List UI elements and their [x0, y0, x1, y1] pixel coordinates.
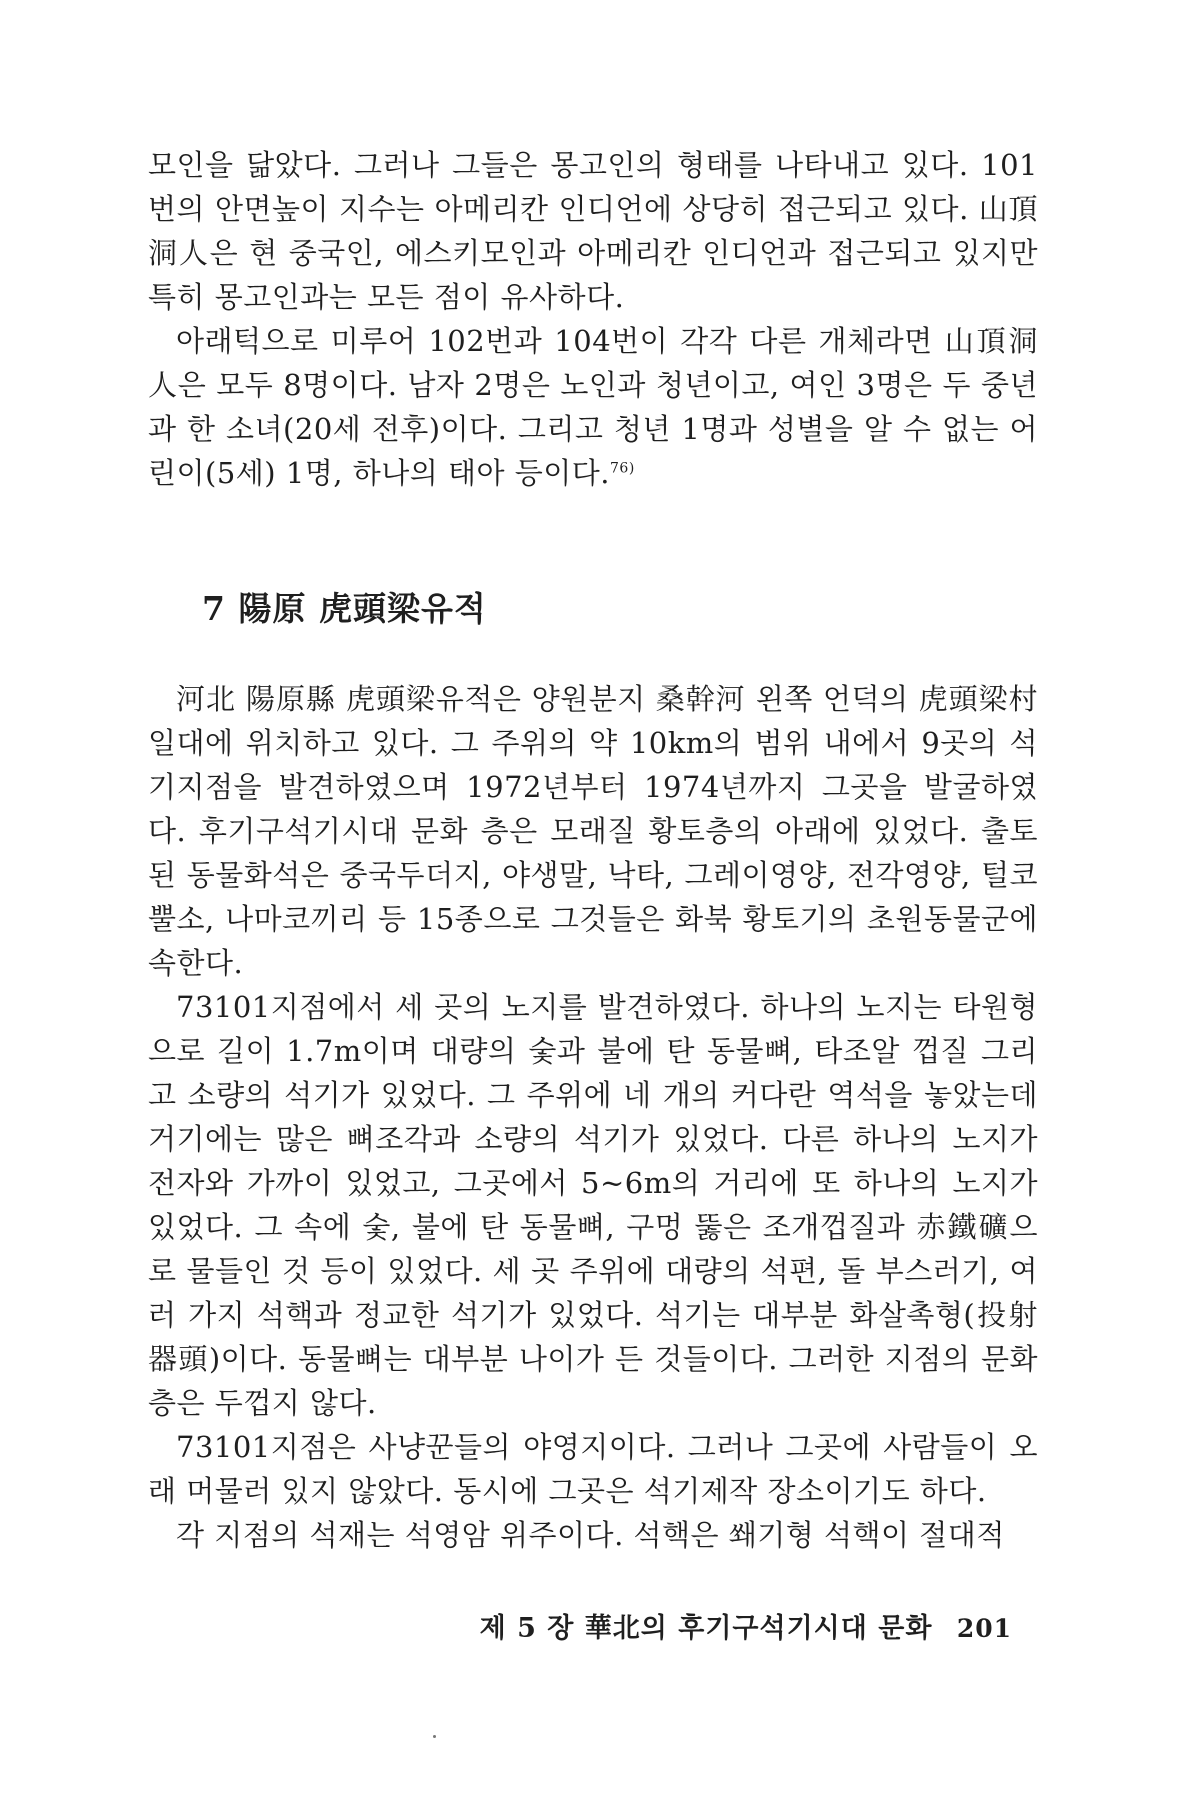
body-paragraph: 73101지점에서 세 곳의 노지를 발견하였다. 하나의 노지는 타원형으로 길이 1.7m이며 대량의 숯과 불에 탄 동물뼈, 타조알 껍질 그리고 소량의 석기가 있었다. 그 주위에 네 개의 커다란 역석을 놓았는데 거기에는 많은 뼈조각과 소량의 석기가 있었다. 다른 하나의 노지가 전자와 가까이 있었고, 그곳에서 5~6m의 거리에 또 하나의 노지가 있었다. 그 속에 숯, 불에 탄 동물뼈, 구멍 뚫은 조개껍질과 赤鐵礦으로 물들인 것 등이 있었다. 세 곳 주위에 대량의 석편, 돌 부스러기, 여러 가지 석핵과 정교한 석기가 있었다. 석기는 대부분 화살촉형(投射器頭)이다. 동물뼈는 대부분 나이가 든 것들이다. 그러한 지점의 문화층은 두껍지 않다.	[148, 990, 1038, 1420]
page-number: 201	[956, 1614, 1012, 1643]
chapter-title: 제 5 장 華北의 후기구석기시대 문화	[479, 1613, 933, 1644]
scan-speck	[433, 1735, 436, 1738]
paragraph-text: 아래턱으로 미루어 102번과 104번이 각각 다른 개체라면 山頂洞人은 모두 8명이다. 남자 2명은 노인과 청년이고, 여인 3명은 두 중년과 한 소녀(20세 전후)이다. 그리고 청년 1명과 성별을 알 수 없는 어린이(5세) 1명, 하나의 태아 등이다.	[148, 324, 1038, 490]
body-paragraph: 모인을 닮았다. 그러나 그들은 몽고인의 형태를 나타내고 있다. 101번의 안면높이 지수는 아메리칸 인디언에 상당히 접근되고 있다. 山頂洞人은 현 중국인, 에스키모인과 아메리칸 인디언과 접근되고 있지만 특히 몽고인과는 모든 점이 유사하다.	[148, 148, 1038, 314]
body-paragraph	[148, 319, 1038, 495]
top-text-block	[148, 143, 1038, 495]
body-paragraph: 河北 陽原縣 虎頭梁유적은 양원분지 桑幹河 왼쪽 언덕의 虎頭梁村 일대에 위치하고 있다. 그 주위의 약 10km의 범위 내에서 9곳의 석기지점을 발견하였으며 1972년부터 1974년까지 그곳을 발굴하였다. 후기구석기시대 문화 층은 모래질 황토층의 아래에 있었다. 출토된 동물화석은 중국두더지, 야생말, 낙타, 그레이영양, 전각영양, 털코뿔소, 나마코끼리 등 15종으로 그것들은 화북 황토기의 초원동물군에 속한다.	[148, 682, 1038, 980]
body-paragraph: 73101지점은 사냥꾼들의 야영지이다. 그러나 그곳에 사람들이 오래 머물러 있지 않았다. 동시에 그곳은 석기제작 장소이기도 하다.	[148, 1430, 1038, 1508]
page-footer	[480, 1612, 1012, 1646]
footnote-reference: 76)	[610, 460, 635, 477]
section-text-block	[148, 677, 1038, 1557]
section-heading: 7 陽原 虎頭梁유적	[202, 589, 487, 628]
body-paragraph: 각 지점의 석재는 석영암 위주이다. 석핵은 쐐기형 석핵이 절대적	[176, 1518, 1005, 1552]
